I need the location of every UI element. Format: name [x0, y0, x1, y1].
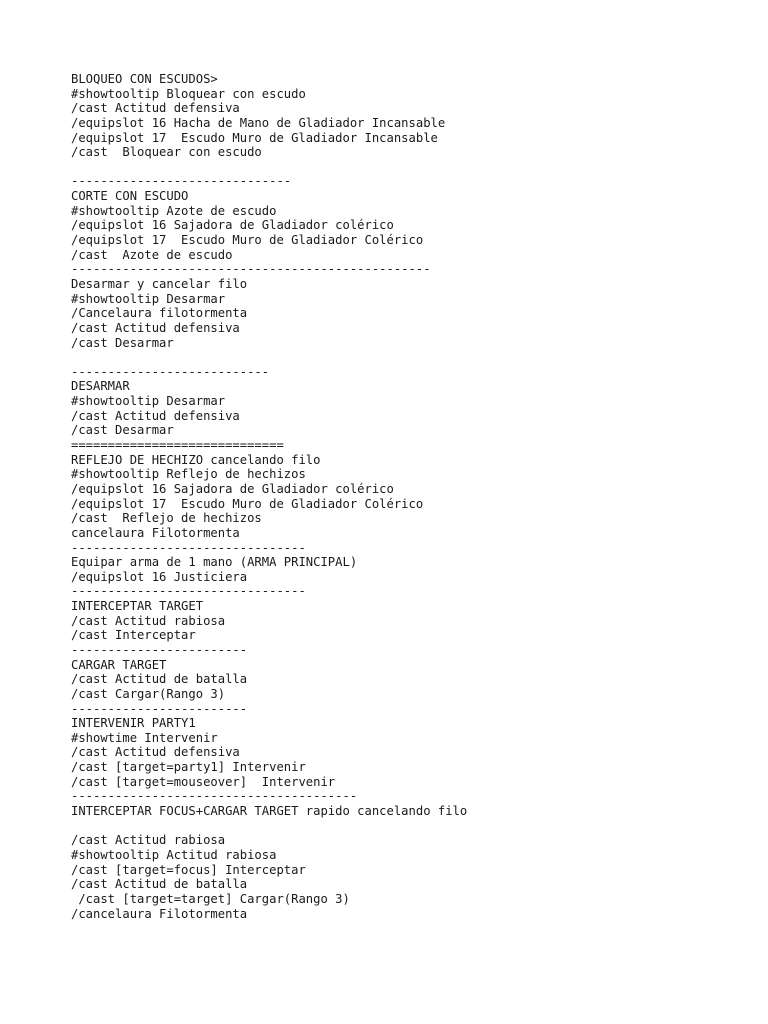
text-line: /equipslot 16 Sajadora de Gladiador colérico — [71, 481, 394, 496]
text-line: -------------------------------- — [71, 584, 306, 599]
text-line: /equipslot 16 Sajadora de Gladiador colérico — [71, 218, 394, 233]
text-line: #showtooltip Actitud rabiosa — [71, 847, 277, 862]
text-line: /cast Reflejo de hechizos — [71, 511, 262, 526]
text-line: /equipslot 16 Justiciera — [71, 569, 248, 584]
text-line: #showtime Intervenir — [71, 730, 218, 745]
text-line: #showtooltip Desarmar — [71, 394, 226, 409]
text-line: /cast Actitud rabiosa — [71, 613, 226, 628]
text-line: /cast [target=target] Cargar(Rango 3) — [71, 891, 350, 906]
text-line: /cast Actitud defensiva — [71, 101, 240, 116]
text-line: #showtooltip Reflejo de hechizos — [71, 467, 306, 482]
text-line: /equipslot 17 Escudo Muro de Gladiador Colérico — [71, 496, 424, 511]
text-line: /cast Actitud defensiva — [71, 320, 240, 335]
text-line: Desarmar y cancelar filo — [71, 276, 248, 291]
text-line: INTERCEPTAR FOCUS+CARGAR TARGET rapido cancelando filo — [71, 804, 468, 819]
text-line: /equipslot 17 Escudo Muro de Gladiador Colérico — [71, 233, 424, 248]
text-line: cancelaura Filotormenta — [71, 525, 240, 540]
text-line: /cast Actitud defensiva — [71, 745, 240, 760]
text-line: #showtooltip Bloquear con escudo — [71, 86, 306, 101]
text-line: CORTE CON ESCUDO — [71, 189, 189, 204]
text-line — [71, 819, 467, 834]
text-line: /cast Desarmar — [71, 335, 174, 350]
text-line: /cast Cargar(Rango 3) — [71, 686, 226, 701]
text-line: /equipslot 17 Escudo Muro de Gladiador Incansable — [71, 130, 438, 145]
text-line: /cancelaura Filotormenta — [71, 906, 248, 921]
text-line: /cast Bloquear con escudo — [71, 145, 262, 160]
text-line: ------------------------------------------------- — [71, 262, 431, 277]
text-line: /Cancelaura filotormenta — [71, 306, 248, 321]
text-line: /equipslot 16 Hacha de Mano de Gladiador Incansable — [71, 115, 446, 130]
text-line: ============================= — [71, 438, 284, 453]
text-line: INTERVENIR PARTY1 — [71, 716, 196, 731]
text-line: CARGAR TARGET — [71, 657, 167, 672]
text-line: /cast Actitud defensiva — [71, 408, 240, 423]
text-line: REFLEJO DE HECHIZO cancelando filo — [71, 452, 321, 467]
text-line: /cast Actitud de batalla — [71, 877, 248, 892]
text-line — [71, 160, 467, 175]
text-line — [71, 350, 467, 365]
text-line: ------------------------ — [71, 642, 248, 657]
text-line: -------------------------------- — [71, 540, 306, 555]
text-line: /cast Interceptar — [71, 628, 196, 643]
text-line: ------------------------ — [71, 701, 248, 716]
text-line: DESARMAR — [71, 379, 130, 394]
text-line: #showtooltip Azote de escudo — [71, 203, 277, 218]
text-line: --------------------------------------- — [71, 789, 358, 804]
text-line: Equipar arma de 1 mano (ARMA PRINCIPAL) — [71, 555, 358, 570]
text-line: ------------------------------ — [71, 174, 292, 189]
text-line: #showtooltip Desarmar — [71, 291, 226, 306]
text-line: /cast [target=party1] Intervenir — [71, 760, 306, 775]
text-line: /cast Actitud rabiosa — [71, 833, 226, 848]
text-line: --------------------------- — [71, 364, 270, 379]
text-line: /cast Azote de escudo — [71, 247, 233, 262]
macro-text-block — [71, 72, 467, 921]
text-line: /cast [target=mouseover] Intervenir — [71, 774, 336, 789]
text-line: /cast [target=focus] Interceptar — [71, 862, 306, 877]
text-line: BLOQUEO CON ESCUDOS> — [71, 72, 218, 86]
text-line: /cast Desarmar — [71, 423, 174, 438]
text-line: /cast Actitud de batalla — [71, 672, 248, 687]
text-line: INTERCEPTAR TARGET — [71, 599, 204, 614]
